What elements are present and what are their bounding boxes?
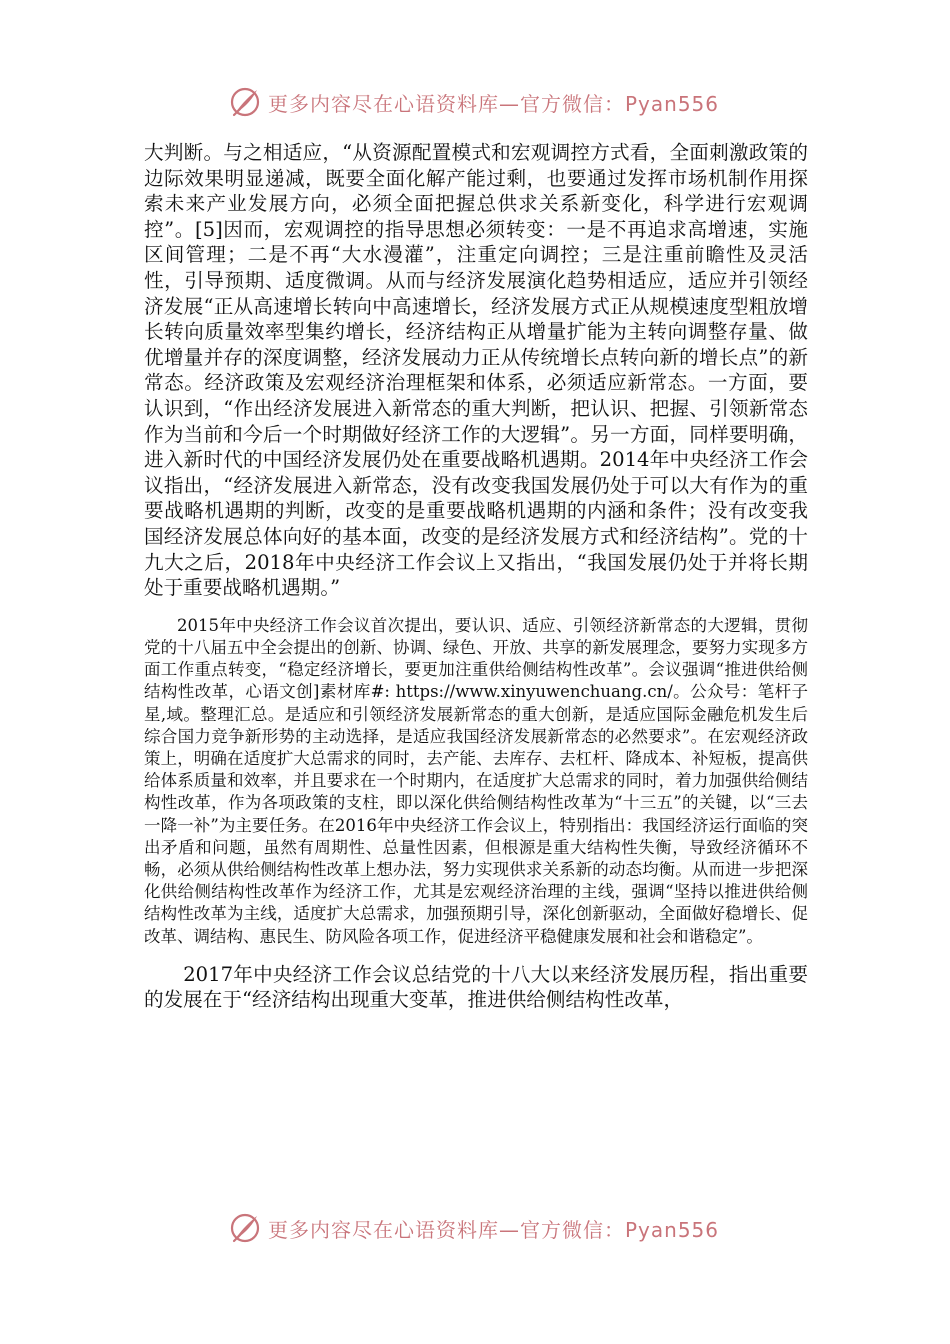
paragraph-1: 大判断。与之相适应，“从资源配置模式和宏观调控方式看，全面刺激政策的边际效果明显递减，既要全面化解产能过剩，也要通过发挥市场机制作用探索未来产业发展方向，必须全面把握总供求关系新变化，科学进行宏观调控”。[5]因而，宏观调控的指导思想必须转变：一是不再追求高增速，实施区间管理；二是不再“大水漫灌”，注重定向调控；三是注重前瞻性及灵活性，引导预期、适度微调。从而与经济发展演化趋势相适应，适应并引领经济发展“正从高速增长转向中高速增长，经济发展方式正从规模速度型粗放增长转向质量效率型集约增长，经济结构正从增量扩能为主转向调整存量、做优增量并存的深度调整，经济发展动力正从传统增长点转向新的增长点”的新常态。经济政策及宏观经济治理框架和体系，必须适应新常态。一方面，要认识到，“作出经济发展进入新常态的重大判断，把认识、把握、引领新常态作为当前和今后一个时期做好经济工作的大逻辑”。另一方面，同样要明确，进入新时代的中国经济发展仍处在重要战略机遇期。2014年中央经济工作会议指出，“经济发展进入新常态，没有改变我国发展仍处于可以大有作为的重要战略机遇期的判断，改变的是重要战略机遇期的内涵和条件；没有改变我国经济发展总体向好的基本面，改变的是经济发展方式和经济结构”。党的十九大之后，2018年中央经济工作会议上又指出，“我国发展仍处于并将长期处于重要战略机遇期。” (144, 141, 808, 600)
document-body (144, 140, 808, 1013)
paragraph-2: 2015年中央经济工作会议首次提出，要认识、适应、引领经济新常态的大逻辑，贯彻党的十八届五中全会提出的创新、协调、绿色、开放、共享的新发展理念，要努力实现多方面工作重点转变，“稳定经济增长，要更加注重供给侧结构性改革”。会议强调“推进供给侧结构性改革，心语文创]素材库#: https://www.xinyuwenchuang.cn/。公众号：笔杆子星,域。整理汇总。是适应和引领经济发展新常态的重大创新，是适应国际金融危机发生后综合国力竞争新形势的主动选择，是适应我国经济发展新常态的必然要求”。在宏观经济政策上，明确在适度扩大总需求的同时，去产能、去库存、去杠杆、降成本、补短板，提高供给体系质量和效率，并且要求在一个时期内，在适度扩大总需求的同时，着力加强供给侧结构性改革，作为各项政策的支柱，即以深化供给侧结构性改革为“十三五”的关键，以“三去一降一补”为主要任务。在2016年中央经济工作会议上，特别指出：我国经济运行面临的突出矛盾和问题，虽然有周期性、总量性因素，但根源是重大结构性失衡，导致经济循环不畅，必须从供给侧结构性改革上想办法，努力实现供求关系新的动态均衡。从而进一步把深化供给侧结构性改革作为经济工作，尤其是宏观经济治理的主线，强调“坚持以推进供给侧结构性改革为主线，适度扩大总需求，加强预期引导，深化创新驱动，全面做好稳增长、促改革、调结构、惠民生、防风险各项工作，促进经济平稳健康发展和社会和谐稳定”。 (144, 615, 808, 946)
footer-banner-text: 更多内容尽在心语资料库—官方微信：Pyan556 (268, 1217, 720, 1242)
quill-pen-logo-icon (228, 85, 262, 119)
header-banner-text: 更多内容尽在心语资料库—官方微信：Pyan556 (268, 91, 720, 116)
header-banner (228, 82, 748, 122)
footer-banner (228, 1208, 748, 1248)
paragraph-3: 2017年中央经济工作会议总结党的十八大以来经济发展历程，指出重要的发展在于“经济结构出现重大变革，推进供给侧结构性改革， (144, 962, 808, 1012)
quill-pen-logo-icon (228, 1211, 262, 1245)
